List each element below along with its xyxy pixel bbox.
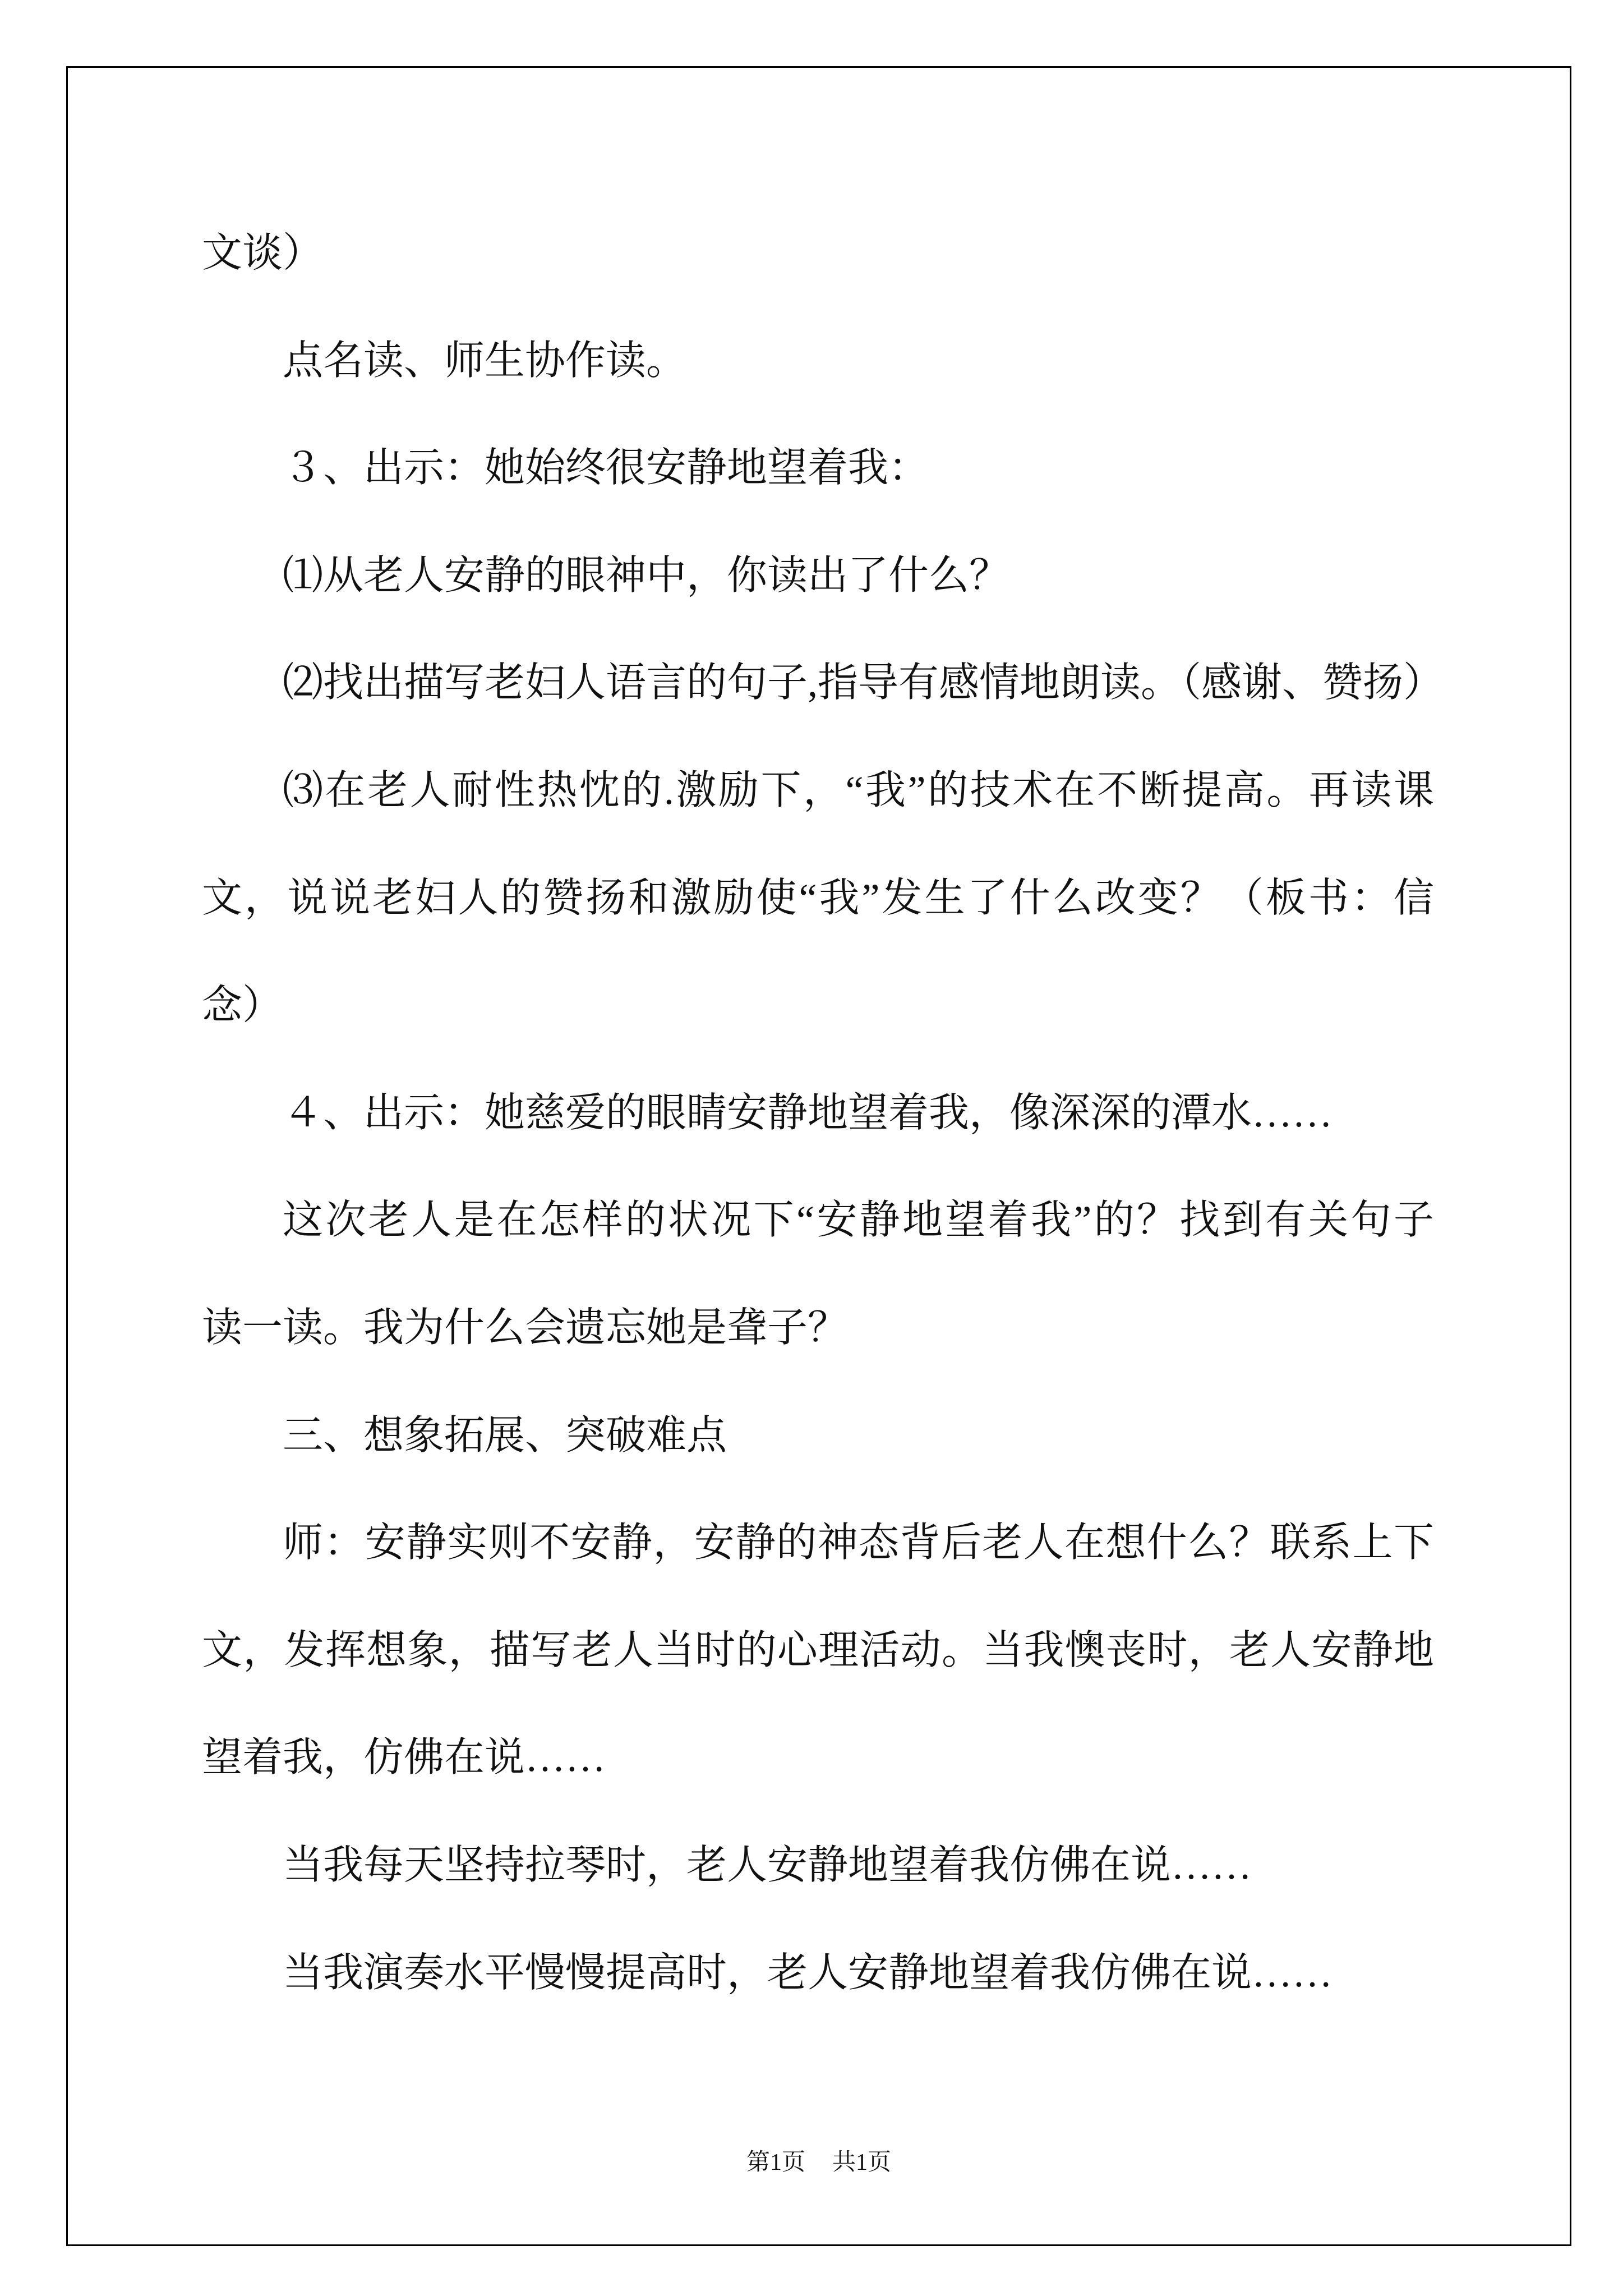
paragraph: [202, 1167, 1434, 1382]
paragraph-line: 望着我，仿佛在说……: [202, 1735, 606, 1780]
paragraph-line: 当我每天坚持拉琴时，老人安静地望着我仿佛在说……: [283, 1842, 1252, 1888]
paragraph-line: ４、出示：她慈爱的眼睛安静地望着我，像深深的潭水……: [283, 1090, 1333, 1135]
paragraph-line: ⑵找出描写老妇人语言的句子,指导有感情地朗读。（感谢、赞扬）: [283, 660, 1444, 706]
page-footer: [66, 2148, 1571, 2177]
paragraph-line: 点名读、师生协作读。: [283, 338, 687, 383]
paragraph-line: 文，发挥想象，描写老人当时的心理活动。当我懊丧时，老人安静地: [202, 1627, 1434, 1673]
paragraph: [202, 1382, 1434, 1490]
paragraph-line: ⑴从老人安静的眼神中，你读出了什么？: [283, 553, 1010, 598]
paragraph: [202, 737, 1434, 1060]
paragraph-line: 当我演奏水平慢慢提高时，老人安静地望着我仿佛在说……: [283, 1950, 1333, 1995]
paragraph-line: 读一读。我为什么会遗忘她是聋子？: [202, 1305, 849, 1350]
paragraph: [202, 415, 1434, 522]
paragraph: [202, 629, 1444, 737]
paragraph: [202, 307, 1434, 415]
paragraph: [202, 1812, 1434, 1920]
section-heading: 三、想象拓展、突破难点: [283, 1412, 727, 1458]
current-page-label: 第1页: [746, 2150, 805, 2175]
paragraph-line: 师：安静实则不安静，安静的神态背后老人在想什么？联系上下: [283, 1520, 1434, 1566]
paragraph-line: 这次老人是在怎样的状况下“安静地望着我”的？找到有关句子: [283, 1198, 1434, 1243]
paragraph: [202, 1920, 1434, 2027]
paragraph-line: ⑶在老人耐性热忱的.激励下，“我”的技术在不断提高。再读课: [283, 767, 1434, 813]
paragraph-line: 文，说说老妇人的赞扬和激励使“我”发生了什么改变？（板书：信: [202, 875, 1434, 921]
paragraph: [202, 1060, 1434, 1167]
paragraph: [202, 522, 1434, 630]
paragraph-line: ３、出示：她始终很安静地望着我：: [283, 445, 929, 491]
document-body: [202, 200, 1444, 2027]
total-pages-label: 共1页: [832, 2150, 892, 2175]
paragraph: [202, 1489, 1434, 1812]
paragraph: [202, 200, 1434, 307]
paragraph-line: 文谈）: [202, 231, 324, 275]
paragraph-line: 念）: [202, 983, 283, 1028]
